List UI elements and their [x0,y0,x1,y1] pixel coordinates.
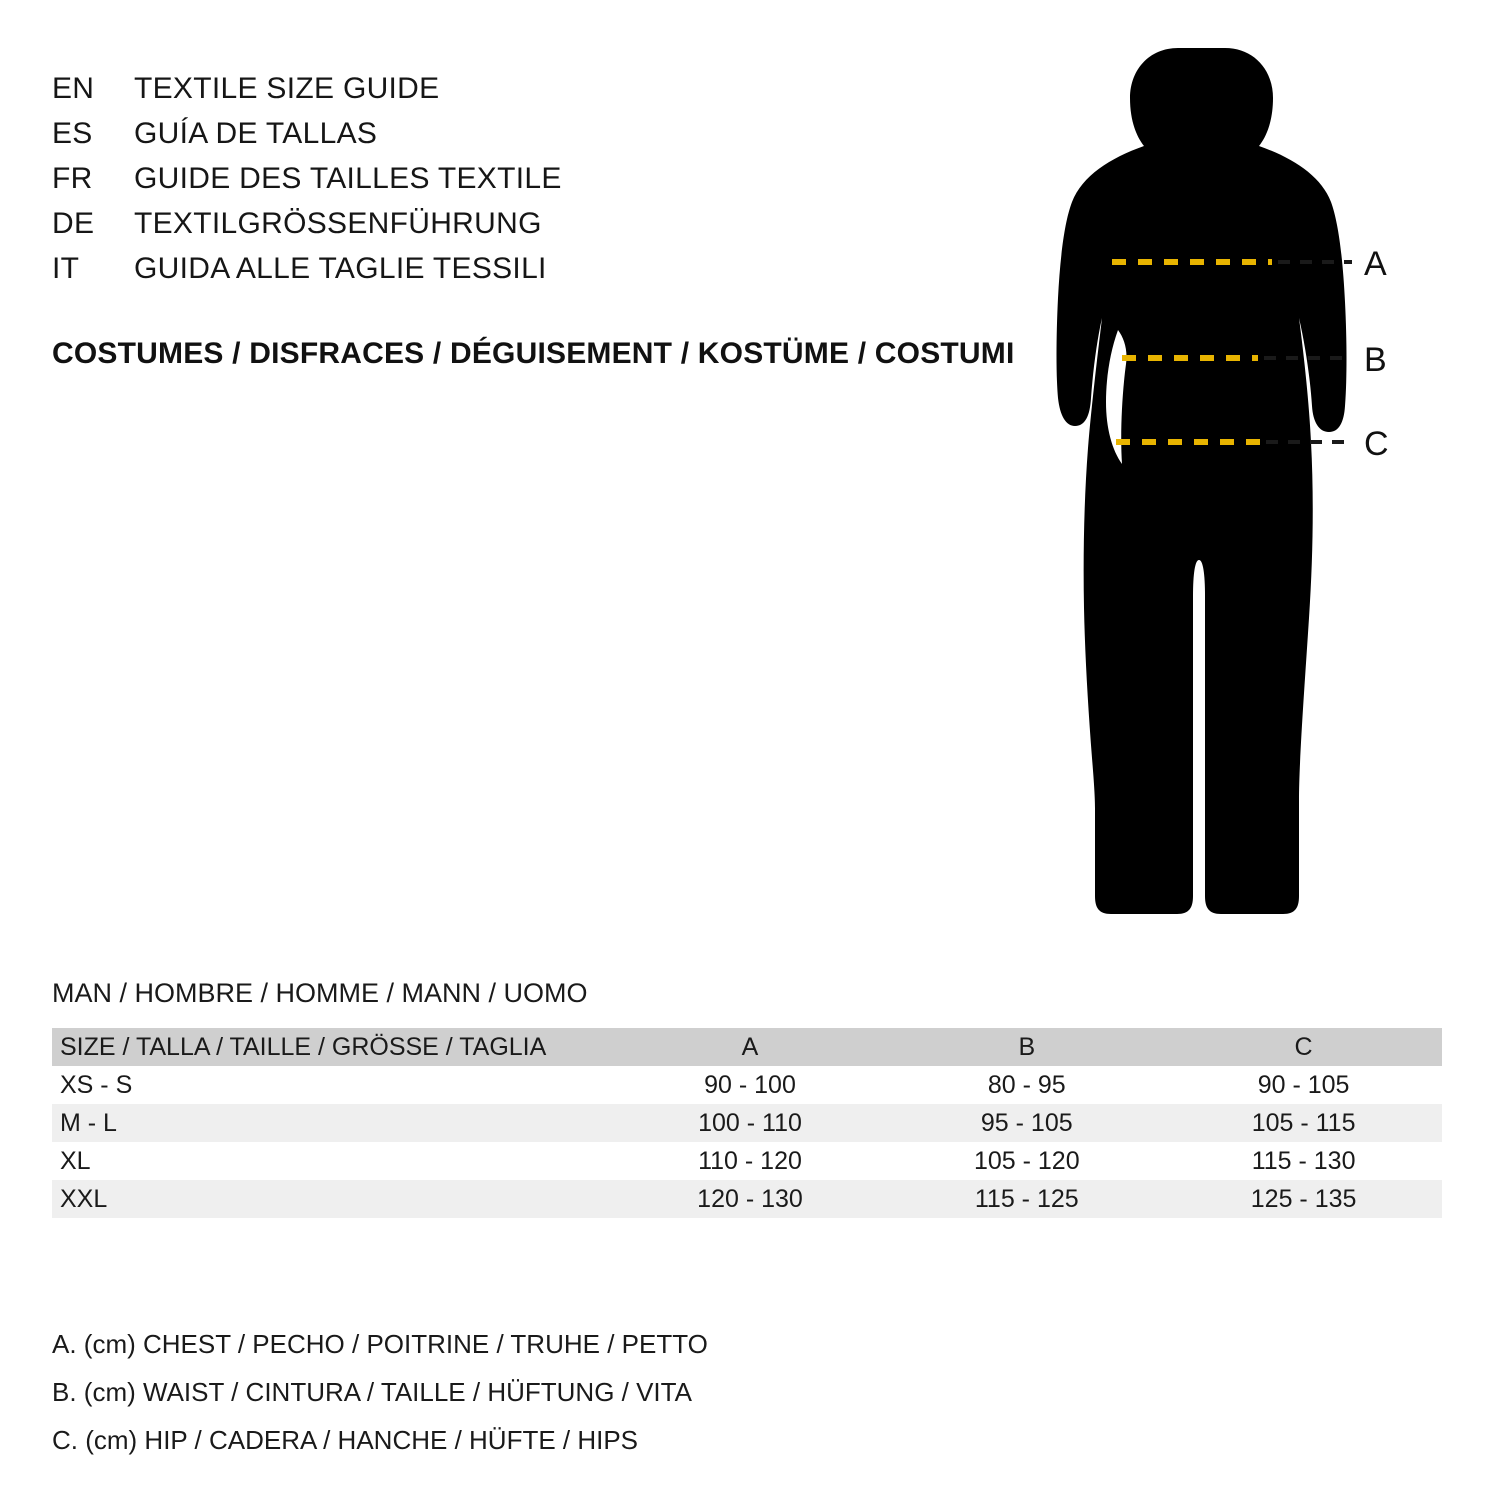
language-row [52,207,672,252]
cell-hip: 105 - 115 [1251,1109,1356,1137]
cell-hip: 125 - 135 [1250,1185,1357,1213]
cell-waist: 115 - 125 [974,1185,1079,1213]
cell-chest: 110 - 120 [698,1147,802,1175]
table-header-b: B [1018,1033,1036,1061]
male-silhouette-icon [1057,48,1347,914]
language-code-de: DE [52,207,95,240]
language-row [52,162,672,207]
language-row [52,72,672,117]
table-header-a: A [741,1033,759,1061]
language-text-fr: GUIDE DES TAILLES TEXTILE [134,162,562,195]
cell-chest: 120 - 130 [697,1185,803,1213]
cell-chest: 100 - 110 [698,1109,802,1137]
table-row [52,1180,1442,1218]
table-row [52,1142,1442,1180]
language-list [52,72,672,297]
table-row [52,1066,1442,1104]
table-caption: MAN / HOMBRE / HOMME / MANN / UOMO [52,978,588,1008]
language-code-en: EN [52,72,95,105]
table-header-row [52,1028,1442,1066]
legend-row-c: C. (cm) HIP / CADERA / HANCHE / HÜFTE / HIPS [52,1425,639,1455]
cell-waist: 95 - 105 [980,1109,1073,1137]
table-header-size: SIZE / TALLA / TAILLE / GRÖSSE / TAGLIA [60,1033,547,1061]
legend-row-b: B. (cm) WAIST / CINTURA / TAILLE / HÜFTUNG / VITA [52,1377,692,1407]
language-text-es: GUÍA DE TALLAS [134,117,378,150]
language-text-it: GUIDA ALLE TAGLIE TESSILI [134,252,547,285]
language-text-en: TEXTILE SIZE GUIDE [134,72,440,105]
cell-hip: 115 - 130 [1251,1147,1356,1175]
measurement-legend [52,1320,952,1464]
cell-waist: 80 - 95 [987,1071,1066,1099]
language-code-fr: FR [52,162,93,195]
table-row [52,1104,1442,1142]
language-text-de: TEXTILGRÖSSENFÜHRUNG [134,207,542,240]
table-header-c: C [1294,1033,1313,1061]
marker-label-b: B [1364,341,1387,379]
cell-size: XXL [60,1185,108,1213]
marker-label-c: C [1364,425,1389,463]
cell-size: M - L [60,1109,117,1137]
costumes-subtitle: COSTUMES / DISFRACES / DÉGUISEMENT / KOSTÜME / COSTUMI [52,337,1015,370]
language-code-es: ES [52,117,93,150]
language-row [52,252,672,297]
cell-chest: 90 - 100 [704,1071,796,1099]
marker-label-a: A [1364,245,1387,283]
cell-size: XS - S [60,1071,133,1099]
cell-waist: 105 - 120 [973,1147,1080,1175]
cell-size: XL [60,1147,91,1175]
language-code-it: IT [52,252,80,285]
legend-row-a: A. (cm) CHEST / PECHO / POITRINE / TRUHE / PETTO [52,1329,708,1359]
cell-hip: 90 - 105 [1257,1071,1350,1099]
language-row [52,117,672,162]
size-table [52,1028,1442,1218]
body-figure [1000,30,1470,940]
